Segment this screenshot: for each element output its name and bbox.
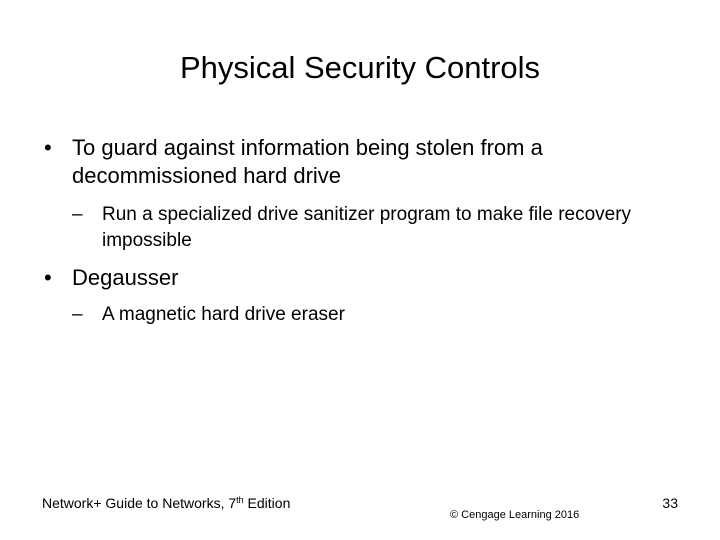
footer-book-suffix: Edition bbox=[243, 495, 291, 511]
slide-title: Physical Security Controls bbox=[179, 50, 541, 85]
sub-bullet-text: A magnetic hard drive eraser bbox=[102, 304, 345, 325]
bullet-text: Degausser bbox=[72, 265, 179, 290]
dash-symbol: – bbox=[72, 304, 83, 325]
footer-copyright: © Cengage Learning 2016 bbox=[450, 509, 580, 521]
bullet-symbol: • bbox=[44, 265, 52, 290]
bullet-symbol: • bbox=[44, 135, 52, 160]
sub-bullet-text: Run a specialized drive sanitizer program to make file recovery impossible bbox=[102, 204, 632, 251]
bullet-item bbox=[44, 264, 684, 292]
sub-bullet-item bbox=[72, 302, 692, 328]
sub-bullet-item bbox=[72, 202, 692, 254]
dash-symbol: – bbox=[72, 204, 83, 225]
footer-book-title bbox=[42, 494, 290, 512]
bullet-text: To guard against information being stolen from a decommissioned hard drive bbox=[72, 135, 543, 188]
page-number: 33 bbox=[662, 495, 678, 511]
footer-book-superscript: th bbox=[236, 495, 244, 505]
footer-book-prefix: Network+ Guide to Networks, 7 bbox=[42, 495, 237, 511]
bullet-item bbox=[44, 134, 684, 190]
